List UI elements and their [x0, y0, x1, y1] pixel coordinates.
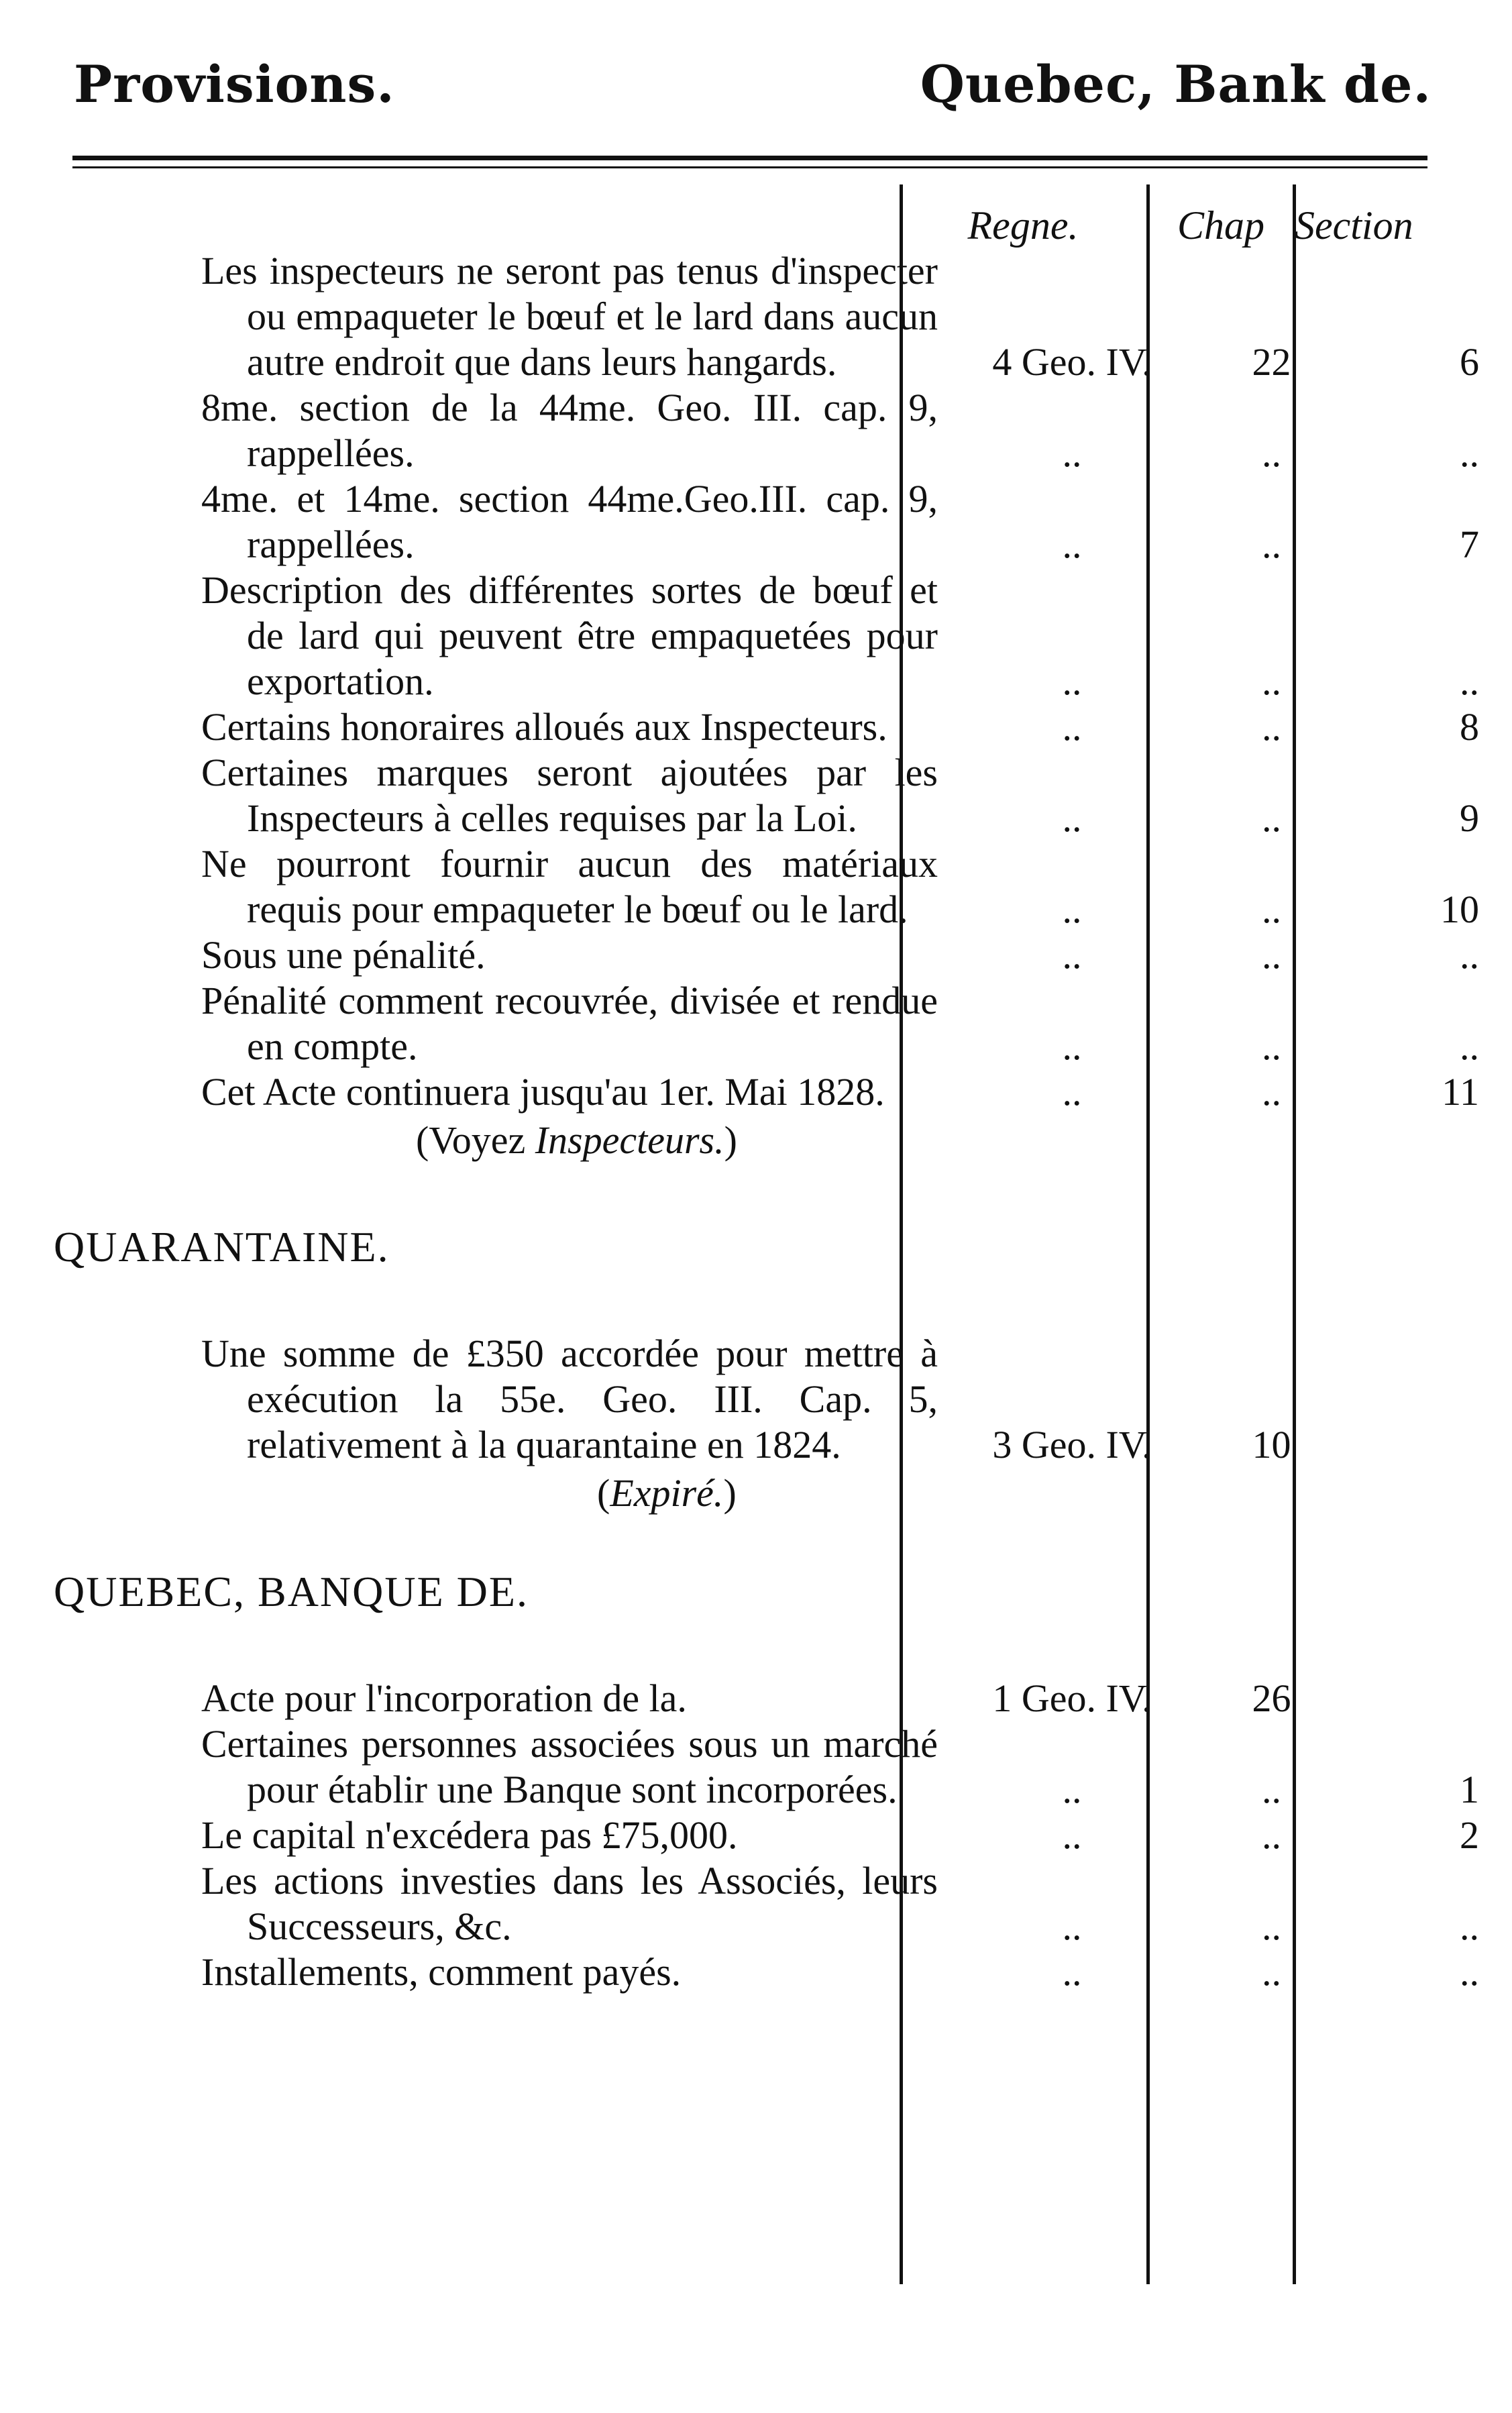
entry-text: Certaines personnes associées sous un marché pour établir une Banque sont incorporées. [201, 1722, 938, 1811]
index-entry [0, 978, 1512, 1069]
index-entry [0, 248, 1512, 385]
header-rule-thin [72, 166, 1427, 168]
entry-text: Une somme de £350 accordée pour mettre à exécution la 55e. Geo. III. Cap. 5, relativement à la quarantaine en 1824. [201, 1332, 938, 1466]
entry-regne: .. [1062, 1024, 1082, 1068]
entry-chap: .. [1262, 659, 1281, 703]
entry-regne: .. [1062, 659, 1082, 703]
entry-text: 8me. section de la 44me. Geo. III. cap. 9, rappellées. [201, 386, 938, 475]
entry-chap: .. [1262, 796, 1281, 840]
entry-text: Acte pour l'incorporation de la. [201, 1676, 687, 1720]
entry-regne: 3 Geo. IV. [992, 1423, 1152, 1466]
see-also-note: (Voyez Inspecteurs.) [416, 1118, 737, 1162]
entry-regne: .. [1062, 523, 1082, 566]
column-header-regne: Regne. [967, 203, 1079, 248]
column-header-section: Section [1295, 203, 1413, 248]
entry-section: 1 [1460, 1768, 1479, 1811]
entry-regne: .. [1062, 1070, 1082, 1114]
column-header-chap: Chap [1177, 203, 1265, 248]
entry-text: Les inspecteurs ne seront pas tenus d'inspecter ou empaqueter le bœuf et le lard dans aucun autre endroit que dans leurs hangards. [201, 249, 938, 384]
index-entry [0, 841, 1512, 932]
entry-chap: 26 [1252, 1676, 1291, 1720]
index-entry [0, 1813, 1512, 1858]
entry-section: 10 [1440, 888, 1479, 931]
entry-text: Les actions investies dans les Associés, leurs Successeurs, &c. [201, 1859, 938, 1948]
index-entry [0, 1676, 1512, 1721]
entry-regne: .. [1062, 1768, 1082, 1811]
entry-section: .. [1460, 933, 1479, 977]
entry-text: Cet Acte continuera jusqu'au 1er. Mai 1828. [201, 1070, 885, 1114]
entry-section: 9 [1460, 796, 1479, 840]
entry-chap: .. [1262, 888, 1281, 931]
entry-text: Certains honoraires alloués aux Inspecteurs. [201, 705, 887, 749]
entry-text: 4me. et 14me. section 44me.Geo.III. cap. 9, rappellées. [201, 477, 938, 566]
entry-regne: .. [1062, 933, 1082, 977]
entry-section: 7 [1460, 523, 1479, 566]
entry-chap: .. [1262, 1950, 1281, 1994]
entry-chap: 10 [1252, 1423, 1291, 1466]
entry-chap: 22 [1252, 340, 1291, 384]
entry-text: Installements, comment payés. [201, 1950, 682, 1994]
entry-section: .. [1460, 1024, 1479, 1068]
index-entry [0, 932, 1512, 978]
entry-chap: .. [1262, 1813, 1281, 1857]
entry-chap: .. [1262, 933, 1281, 977]
index-entry [0, 1721, 1512, 1813]
entry-text: Ne pourront fournir aucun des matériaux requis pour empaqueter le bœuf ou le lard. [201, 842, 938, 931]
header-rule-thick [72, 156, 1427, 160]
entry-chap: .. [1262, 1905, 1281, 1948]
entry-text: Description des différentes sortes de bœuf et de lard qui peuvent être empaquetées pour exportation. [201, 568, 938, 703]
quebec-banque-entries [0, 1676, 1512, 1995]
index-entry [0, 568, 1512, 704]
entry-regne: 4 Geo. IV. [992, 340, 1152, 384]
section-heading-quarantaine: QUARANTAINE. [54, 1223, 390, 1271]
entry-regne: .. [1062, 1950, 1082, 1994]
entry-regne: .. [1062, 796, 1082, 840]
index-entry [0, 476, 1512, 568]
running-head-left: Provisions. [74, 54, 395, 114]
entry-section: .. [1460, 659, 1479, 703]
entry-chap: .. [1262, 1768, 1281, 1811]
running-head-right: Quebec, Bank de. [920, 54, 1432, 114]
expired-note: (Expiré.) [597, 1471, 737, 1515]
entry-section: 8 [1460, 705, 1479, 749]
provisions-entries [0, 248, 1512, 1115]
entry-section: 11 [1442, 1070, 1479, 1114]
entry-regne: .. [1062, 1813, 1082, 1857]
entry-text: Le capital n'excédera pas £75,000. [201, 1813, 738, 1857]
index-entry [0, 1949, 1512, 1995]
index-entry [0, 1069, 1512, 1115]
index-entry [0, 704, 1512, 750]
entry-section [1344, 1331, 1505, 1468]
index-entry [0, 750, 1512, 841]
entry-section [1344, 1676, 1505, 1721]
entry-regne: 1 Geo. IV. [992, 1676, 1152, 1720]
entry-section: .. [1460, 1905, 1479, 1948]
entry-text: Pénalité comment recouvrée, divisée et rendue en compte. [201, 979, 938, 1068]
entry-chap: .. [1262, 523, 1281, 566]
entry-section: 6 [1460, 340, 1479, 384]
entry-section: 2 [1460, 1813, 1479, 1857]
entry-regne: .. [1062, 705, 1082, 749]
entry-chap: .. [1262, 431, 1281, 475]
entry-text: Sous une pénalité. [201, 933, 486, 977]
index-entry [0, 1858, 1512, 1949]
index-entry [0, 1331, 1512, 1468]
entry-regne: .. [1062, 1905, 1082, 1948]
entry-chap: .. [1262, 1024, 1281, 1068]
entry-regne: .. [1062, 431, 1082, 475]
entry-regne: .. [1062, 888, 1082, 931]
section-heading-quebec-banque: QUEBEC, BANQUE DE. [54, 1568, 529, 1615]
quarantaine-entries [0, 1331, 1512, 1468]
index-body [0, 248, 1512, 1995]
index-entry [0, 385, 1512, 476]
entry-text: Certaines marques seront ajoutées par les Inspecteurs à celles requises par la Loi. [201, 751, 938, 840]
entry-chap: .. [1262, 705, 1281, 749]
entry-chap: .. [1262, 1070, 1281, 1114]
entry-section: .. [1460, 431, 1479, 475]
entry-section: .. [1460, 1950, 1479, 1994]
